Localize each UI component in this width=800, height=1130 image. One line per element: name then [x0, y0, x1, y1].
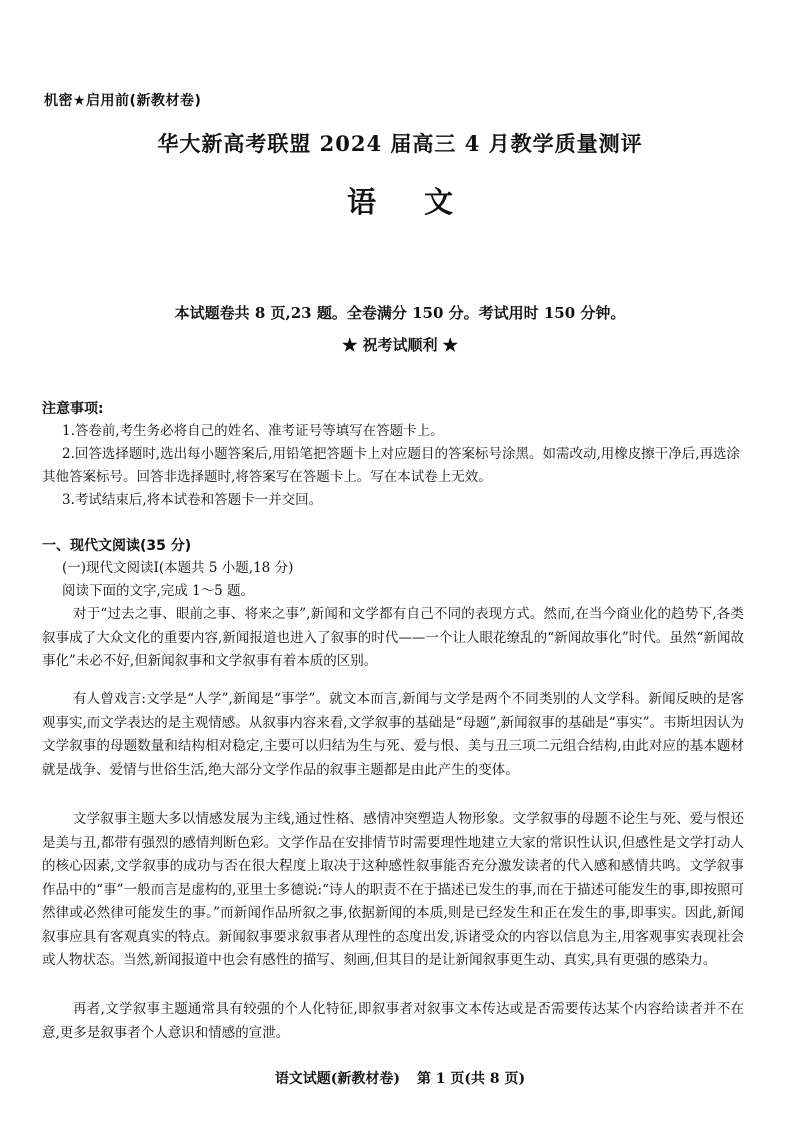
- note-item: 1.答卷前,考生务必将自己的姓名、准考证号等填写在答题卡上。: [62, 423, 444, 439]
- note-item: 2.回答选择题时,选出每小题答案后,用铅笔把答题卡上对应题目的答案标号涂黑。如需改动,用橡皮擦干净后,再选涂其他答案标号。回答非选择题时,将答案写在答题卡上。写在本试卷上无效。: [42, 446, 741, 485]
- subject-title: 语文: [346, 185, 501, 219]
- passage-paragraph: 文学叙事主题大多以情感发展为主线,通过性格、感情冲突塑造人物形象。文学叙事的母题不论生与死、爱与恨还是美与丑,都带有强烈的感情判断色彩。文学作品在安排情节时需要理性地建立大家的常识性认识,但感性是文学打动人的核心因素,文学叙事的成功与否在很大程度上取决于这种感性叙事能否充分激发读者的代入感和感情共鸣。文学叙事作品中的“事”一般而言是虚构的,亚里士多德说:“诗人的职责不在于描述已发生的事,而在于描述可能发生的事,即按照可然律或必然律可能发生的事。”而新闻作品所叙之事,依据新闻的本质,则是已经发生和正在发生的事,即事实。因此,新闻叙事应具有客观真实的特点。新闻叙事要求叙事者从理性的态度出发,诉诸受众的内容以信息为主,用客观事实表现社会或人物状态。当然,新闻报道中也会有感性的描写、刻画,但其目的是让新闻叙事更生动、真实,具有更强的感染力。: [42, 811, 744, 968]
- notes-title: 注意事项:: [42, 401, 104, 417]
- footer-exam-name: 语文试题(新教材卷): [274, 1071, 401, 1087]
- good-luck-line: ★ 祝考试顺利 ★: [342, 336, 458, 354]
- reading-instruction: 阅读下面的文字,完成 1～5 题。: [62, 583, 255, 599]
- note-item: 3.考试结束后,将本试卷和答题卡一并交回。: [62, 492, 323, 508]
- footer-page-number: 第 1 页(共 8 页): [416, 1071, 526, 1087]
- passage-paragraph: 再者,文学叙事主题通常具有较强的个人化特征,即叙事者对叙事文本传达或是否需要传达某个内容给读者并不在意,更多是叙事者个人意识和情感的宣泄。: [42, 1001, 744, 1041]
- confidential-label: 机密★启用前(新教材卷): [44, 93, 202, 109]
- passage-paragraph: 有人曾戏言:文学是“人学”,新闻是“事学”。就文本而言,新闻与文学是两个不同类别的人文学科。新闻反映的是客观事实,而文学表达的是主观情感。从叙事内容来看,文学叙事的基础是“母题”,新闻叙事的基础是“事实”。韦斯坦因认为文学叙事的母题数量和结构相对稳定,主要可以归结为生与死、爱与恨、美与丑三项二元组合结构,由此对应的基本题材就是战争、爱情与世俗生活,绝大部分文学作品的叙事主题都是由此产生的变体。: [42, 691, 744, 778]
- section-title: 一、现代文阅读(35 分): [42, 538, 192, 554]
- exam-title: 华大新高考联盟 2024 届高三 4 月教学质量测评: [157, 131, 643, 156]
- page-footer: [0, 1068, 800, 1088]
- subsection-title: (一)现代文阅读Ⅰ(本题共 5 小题,18 分): [62, 560, 294, 576]
- passage-paragraph: 对于“过去之事、眼前之事、将来之事”,新闻和文学都有自己不同的表现方式。然而,在当今商业化的趋势下,各类叙事成了大众文化的重要内容,新闻报道也进入了叙事的时代——一个让人眼花缭乱的“新闻故事化”时代。虽然“新闻故事化”未必不好,但新闻叙事和文学叙事有着本质的区别。: [42, 606, 744, 669]
- exam-info: 本试题卷共 8 页,23 题。全卷满分 150 分。考试用时 150 分钟。: [174, 304, 626, 322]
